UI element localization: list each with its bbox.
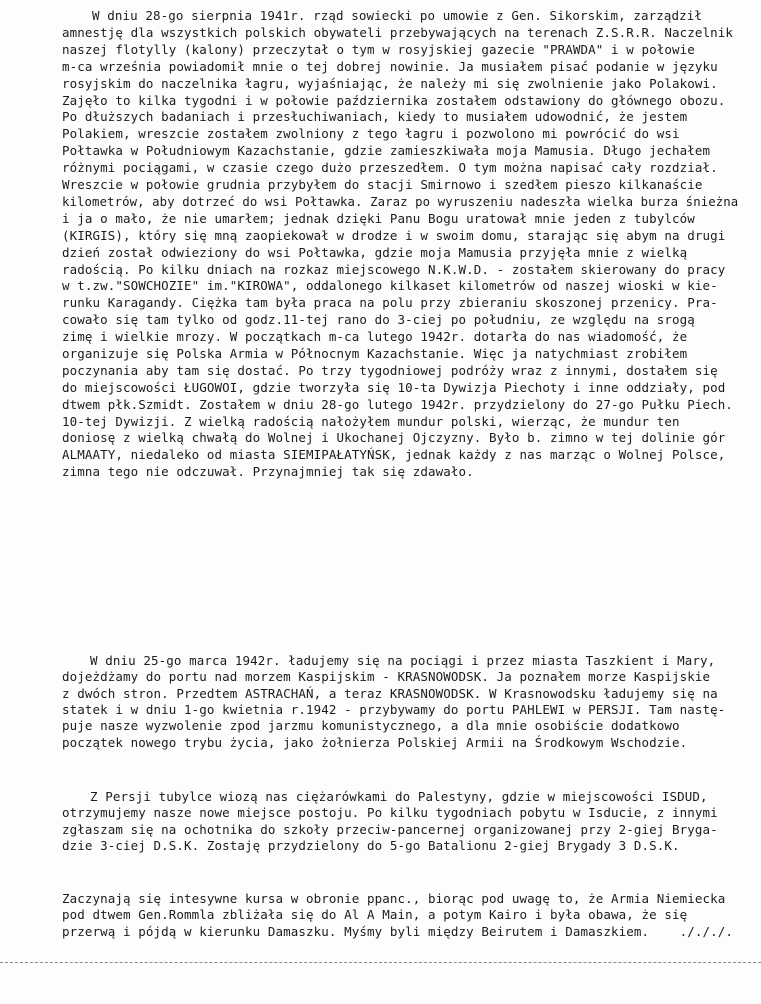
text-line: cowało się tam tylko od godz.11-tej rano do 3-ciej po południu, ze względu na srogą (62, 312, 695, 327)
text-line: W dniu 28-go sierpnia 1941r. rząd sowiecki po umowie z Gen. Sikorskim, zarządził (92, 8, 703, 23)
text-line: 10-tej Dywizji. Z wielką radością nałożyłem mundur polski, wierząc, że mundur ten (62, 414, 680, 429)
text-line: otrzymujemy nasze nowe miejsce postoju. Po kilku tygodniach pobytu w Isducie, z innymi (62, 805, 718, 820)
text-line: dtwem płk.Szmidt. Zostałem w dniu 28-go lutego 1942r. przydzielony do 27-go Pułku Piech. (62, 397, 734, 412)
text-line: puje nasze wyzwolenie zpod jarzmu komunistycznego, a dla mnie osobiście dodatkowo (62, 718, 680, 733)
text-line: Wreszcie w połowie grudnia przybyłem do stacji Smirnowo i szedłem pieszo kilkanaście (62, 177, 703, 192)
text-line: Polakiem, wreszcie zostałem zwolniony z tego łagru i pozwolono mi powrócić do wsi (62, 126, 680, 141)
text-line: Z Persji tubylce wiozą nas ciężarówkami do Palestyny, gdzie w miejscowości ISDUD, (90, 789, 708, 804)
text-line: Zaczynają się intesywne kursa w obronie ppanc., biorąc pod uwagę to, że Armia Niemiecka (62, 891, 726, 906)
text-line: zgłaszam się na ochotnika do szkoły przeciw-pancernej organizowanej przy 2-giej Bryga- (62, 822, 718, 837)
text-line: do miejscowości ŁUGOWOI, gdzie tworzyła się 10-ta Dywizja Piechoty i inne oddziały, pod (62, 380, 726, 395)
text-line: amnestję dla wszystkich polskich obywateli przebywających na terenach Z.S.R.R. Naczelnik (62, 25, 734, 40)
text-line: w t.zw."SOWCHOZIE" im."KIROWA", oddalonego kilkaset kilometrów od naszej wioski w kie- (62, 278, 718, 293)
text-line: zimna tego nie odczuwał. Przynajmniej tak się zdawało. (62, 464, 474, 479)
text-line: przerwą i pójdą w kierunku Damaszku. Myśmy byli między Beirutem i Damaszkiem. ./././. (62, 924, 734, 939)
text-line: Zajęło to kilka tygodni i w połowie października zostałem odstawiony do głównego obozu. (62, 93, 726, 108)
text-line: rosyjskim do naczelnika łagru, wyjaśniając, że należy mi się zwolnienie jako Polakowi. (62, 76, 718, 91)
text-line: Połtawka w Południowym Kazachstanie, gdzie zamieszkiwała moja Mamusia. Długo jechałem (62, 143, 711, 158)
text-line: organizuje się Polska Armia w Północnym Kazachstanie. Więc ja natychmiast zrobiłem (62, 346, 688, 361)
text-line: i ja o mało, że nie umarłem; jednak dzięki Panu Bogu uratował mnie jeden z tubylców (62, 211, 695, 226)
text-line: początek nowego trybu życia, jako żołnierza Polskiej Armii na Środkowym Wschodzie. (62, 735, 688, 750)
text-line: dzie 3-ciej D.S.K. Zostaję przydzielony do 5-go Batalionu 2-giej Brygady 3 D.S.K. (62, 838, 680, 853)
text-line: doniosę z wielką chwałą do Wolnej i Ukochanej Ojczyzny. Było b. zimno w tej dolinie gór (62, 430, 726, 445)
text-line: z dwóch stron. Przedtem ASTRACHAŃ, a teraz KRASNOWODSK. W Krasnowodsku ładujemy się na (62, 686, 718, 701)
text-line: zimę i wielkie mrozy. W początkach m-ca lutego 1942r. dotarła do nas wiadomość, że (62, 329, 688, 344)
page-bottom-rule (0, 962, 761, 963)
text-line: poczynania aby tam się dostać. Po trzy tygodniowej podróży wraz z innymi, dostałem się (62, 363, 718, 378)
text-line: (KIRGIS), który się mną zaopiekował w drodze i w swoim domu, starając się abym na drugi (62, 228, 726, 243)
text-line: pod dtwem Gen.Rommla zbliżała się do Al A Main, a potym Kairo i była obawa, że się (62, 907, 688, 922)
text-line: dojeżdżamy do portu nad morzem Kaspijskim - KRASNOWODSK. Ja poznałem morze Kaspijskie (62, 669, 711, 684)
text-line: Po dłuższych badaniach i przesłuchiwaniach, kiedy to musiałem udowodnić, że jestem (62, 109, 688, 124)
text-line: runku Karagandy. Ciężka tam była praca na polu przy zbieraniu skoszonej przenicy. Pra- (62, 295, 718, 310)
text-line: różnymi pociągami, w czasie czego dużo przeszedłem. O tym można napisać cały rozdział. (62, 160, 718, 175)
text-line: radością. Po kilku dniach na rozkaz miejscowego N.K.W.D. - zostałem skierowany do pracy (62, 262, 726, 277)
text-line: naszej flotylly (kalony) przeczytał o tym w rosyjskiej gazecie "PRAWDA" i w połowie (62, 42, 695, 57)
text-line: W dniu 25-go marca 1942r. ładujemy się na pociągi i przez miasta Taszkient i Mary, (90, 653, 716, 668)
text-line: dzień został odwieziony do wsi Połtawka, gdzie moja Mamusia przyjęła mnie z wielką (62, 245, 688, 260)
text-line: ALMAATY, niedaleko od miasta SIEMIPAŁATYŃSK, jednak każdy z nas marząc o Wolnej Polsce, (62, 447, 726, 462)
text-line: m-ca września powiadomił mnie o tej dobrej nowinie. Ja musiałem pisać podanie w języku (62, 59, 718, 74)
text-line: statek i w dniu 1-go kwietnia r.1942 - przybywamy do portu PAHLEWI w PERSJI. Tam nastę- (62, 702, 726, 717)
text-line: kilometrów, aby dotrzeć do wsi Połtawka. Zaraz po wyruszeniu nadeszła wielka burza śnieżna (62, 194, 739, 209)
